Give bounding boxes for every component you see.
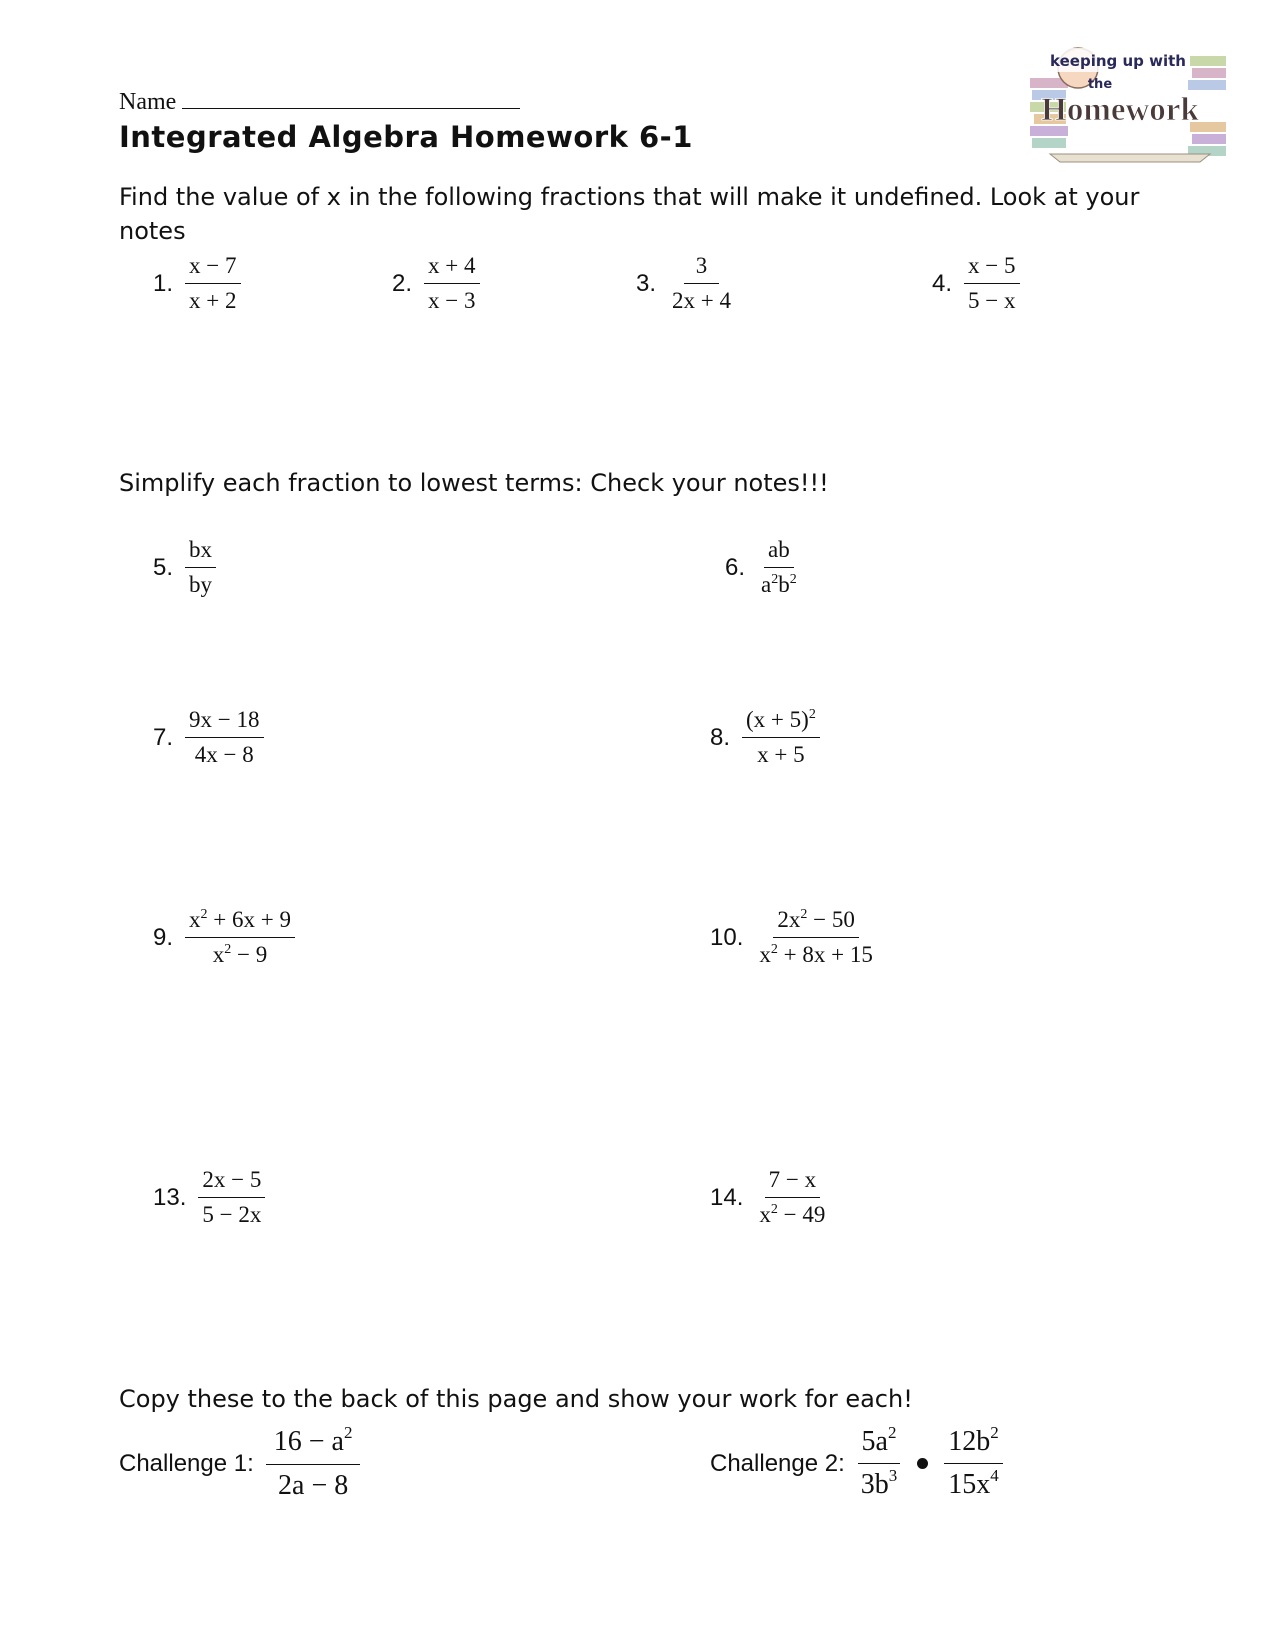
logo-line2: the bbox=[1087, 77, 1113, 92]
denominator: $15x^4$ bbox=[948, 1466, 999, 1500]
problem-label: 2. bbox=[392, 269, 413, 297]
problem-label: 6. bbox=[725, 553, 746, 581]
numerator: 7 − x bbox=[765, 1166, 820, 1198]
problem-label: 14. bbox=[710, 1183, 744, 1211]
page-title: Integrated Algebra Homework 6-1 bbox=[119, 120, 693, 154]
denominator: $x^2 - 9$ bbox=[212, 942, 268, 967]
problem-2 bbox=[392, 252, 480, 315]
fraction bbox=[185, 536, 216, 599]
fraction bbox=[185, 252, 240, 315]
fraction bbox=[964, 252, 1019, 315]
numerator: x − 7 bbox=[185, 252, 240, 284]
fraction bbox=[185, 706, 263, 769]
name-blank-line bbox=[182, 88, 520, 109]
denominator: 4x − 8 bbox=[194, 742, 254, 767]
problem-9 bbox=[153, 906, 295, 969]
denominator: 5 − 2x bbox=[202, 1202, 262, 1227]
denominator: 2a − 8 bbox=[278, 1470, 349, 1501]
logo-line1: keeping up with bbox=[1050, 52, 1186, 70]
problem-1 bbox=[153, 252, 241, 315]
section3-instruction: Copy these to the back of this page and show your work for each! bbox=[119, 1385, 913, 1413]
problem-4 bbox=[932, 252, 1020, 315]
numerator: 2x − 5 bbox=[198, 1166, 265, 1198]
fraction bbox=[424, 252, 479, 315]
numerator: $2x^2 - 50$ bbox=[773, 906, 858, 938]
fraction bbox=[757, 536, 801, 599]
fraction-2 bbox=[944, 1424, 1003, 1503]
problem-label: 9. bbox=[153, 923, 174, 951]
fraction-1 bbox=[857, 1424, 902, 1503]
challenge-1 bbox=[119, 1424, 360, 1504]
denominator: 5 − x bbox=[968, 288, 1016, 313]
numerator: ab bbox=[764, 536, 794, 568]
name-label: Name bbox=[119, 89, 177, 115]
homework-clipart-icon bbox=[1030, 38, 1230, 164]
denominator: x − 3 bbox=[428, 288, 476, 313]
fraction bbox=[668, 252, 735, 315]
problem-label: 1. bbox=[153, 269, 174, 297]
denominator: $a^2b^2$ bbox=[761, 572, 797, 597]
problem-3 bbox=[636, 252, 735, 315]
problem-5 bbox=[153, 536, 216, 599]
numerator: 9x − 18 bbox=[185, 706, 263, 738]
fraction bbox=[198, 1166, 265, 1229]
section2-instruction: Simplify each fraction to lowest terms: Check your notes!!! bbox=[119, 469, 829, 497]
problem-label: 10. bbox=[710, 923, 744, 951]
numerator: 3 bbox=[684, 252, 720, 284]
denominator: by bbox=[189, 572, 213, 597]
denominator: x + 5 bbox=[757, 742, 805, 767]
logo-line3: Homework bbox=[1041, 92, 1199, 128]
problem-13 bbox=[153, 1166, 265, 1229]
numerator: bx bbox=[185, 536, 216, 568]
homework-logo bbox=[1030, 38, 1230, 164]
denominator: $x^2 - 49$ bbox=[759, 1202, 826, 1227]
numerator: $x^2 + 6x + 9$ bbox=[185, 906, 295, 938]
challenge-label: Challenge 2: bbox=[710, 1449, 845, 1477]
numerator: $12b^2$ bbox=[944, 1424, 1003, 1464]
problem-label: 4. bbox=[932, 269, 953, 297]
numerator: $5a^2$ bbox=[858, 1424, 901, 1464]
numerator: $(x + 5)^2$ bbox=[742, 706, 820, 738]
fraction bbox=[266, 1424, 361, 1504]
fraction bbox=[742, 706, 820, 769]
problem-label: 13. bbox=[153, 1183, 187, 1211]
problem-14 bbox=[710, 1166, 829, 1229]
name-field bbox=[119, 88, 520, 116]
problem-7 bbox=[153, 706, 264, 769]
fraction bbox=[185, 906, 295, 969]
denominator: $3b^3$ bbox=[860, 1466, 898, 1500]
section1-instruction: Find the value of x in the following fractions that will make it undefined. Look at your notes bbox=[119, 183, 1140, 245]
challenge-label: Challenge 1: bbox=[119, 1450, 254, 1477]
problem-label: 7. bbox=[153, 723, 174, 751]
problem-label: 5. bbox=[153, 553, 174, 581]
problem-8 bbox=[710, 706, 820, 769]
multiply-dot-icon bbox=[917, 1458, 928, 1469]
numerator: $16 - a^2$ bbox=[266, 1424, 361, 1465]
problem-label: 8. bbox=[710, 723, 731, 751]
numerator: x + 4 bbox=[424, 252, 479, 284]
problem-label: 3. bbox=[636, 269, 657, 297]
problem-6 bbox=[725, 536, 801, 599]
denominator: $x^2 + 8x + 15$ bbox=[759, 942, 873, 967]
numerator: x − 5 bbox=[964, 252, 1019, 284]
fraction bbox=[755, 906, 876, 969]
problem-10 bbox=[710, 906, 877, 969]
challenge-2 bbox=[710, 1424, 1003, 1503]
denominator: 2x + 4 bbox=[672, 288, 731, 313]
denominator: x + 2 bbox=[189, 288, 237, 313]
fraction bbox=[755, 1166, 829, 1229]
